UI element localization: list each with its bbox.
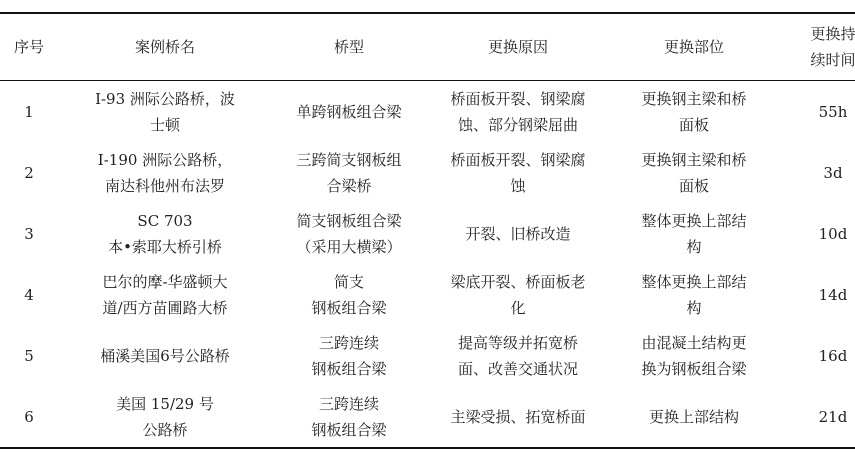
table-row <box>0 386 855 448</box>
cell-replacement-part: 整体更换上部结 构 <box>641 211 747 256</box>
header-bridge-type: 桥型 <box>333 38 364 56</box>
cell-duration: 55h <box>818 102 848 121</box>
table-header-row <box>0 13 855 81</box>
cell-duration: 14d <box>818 285 848 304</box>
bridge-replacement-table <box>0 12 855 449</box>
cell-bridge-name: 美国 15/29 号 公路桥 <box>116 394 214 439</box>
table-row <box>0 203 855 264</box>
header-replacement-part: 更换部位 <box>663 38 724 56</box>
table-row <box>0 142 855 203</box>
cell-replacement-reason: 桥面板开裂、钢梁腐 蚀、部分钢梁屈曲 <box>450 89 586 134</box>
cell-duration: 16d <box>818 346 848 365</box>
table-row <box>0 325 855 386</box>
cell-replacement-reason: 桥面板开裂、钢梁腐 蚀 <box>450 150 586 195</box>
cell-index: 3 <box>24 224 34 243</box>
cell-replacement-reason: 开裂、旧桥改造 <box>465 224 571 243</box>
cell-bridge-type: 单跨钢板组合梁 <box>296 102 402 121</box>
cell-replacement-part: 由混凝土结构更 换为钢板组合梁 <box>641 333 747 378</box>
cell-duration: 21d <box>818 407 848 426</box>
cell-bridge-name: I-93 洲际公路桥，波 士顿 <box>95 89 235 134</box>
cell-replacement-part: 更换钢主梁和桥 面板 <box>641 89 747 134</box>
cell-bridge-type: 三跨连续 钢板组合梁 <box>311 394 387 439</box>
cell-bridge-name: 巴尔的摩-华盛顿大 道/西方苗圃路大桥 <box>102 272 228 317</box>
cell-bridge-type: 简支钢板组合梁 （采用大横梁） <box>296 211 402 256</box>
cell-index: 5 <box>24 346 34 365</box>
cell-replacement-part: 更换上部结构 <box>648 407 739 426</box>
cell-index: 4 <box>24 285 34 304</box>
cell-bridge-name: I-190 洲际公路桥， 南达科他州布法罗 <box>97 150 233 195</box>
cell-index: 1 <box>24 102 34 121</box>
header-index: 序号 <box>13 38 44 56</box>
cell-duration: 10d <box>818 224 848 243</box>
cell-replacement-reason: 梁底开裂、桥面板老 化 <box>450 272 586 317</box>
cell-replacement-part: 更换钢主梁和桥 面板 <box>641 150 747 195</box>
cell-replacement-reason: 主梁受损、拓宽桥面 <box>450 407 586 426</box>
cell-index: 2 <box>24 163 34 182</box>
header-duration: 更换持 续时间 <box>810 25 855 69</box>
cell-index: 6 <box>24 407 34 426</box>
cell-replacement-part: 整体更换上部结 构 <box>641 272 747 317</box>
cell-bridge-name: 桶溪美国6号公路桥 <box>100 346 230 365</box>
cell-duration: 3d <box>823 163 843 182</box>
table-row <box>0 81 855 143</box>
table-row <box>0 264 855 325</box>
cell-bridge-type: 简支 钢板组合梁 <box>311 272 387 317</box>
cell-bridge-type: 三跨简支钢板组 合梁桥 <box>296 150 402 195</box>
header-replacement-reason: 更换原因 <box>487 38 548 56</box>
cell-bridge-type: 三跨连续 钢板组合梁 <box>311 333 387 378</box>
cell-replacement-reason: 提高等级并拓宽桥 面、改善交通状况 <box>457 333 578 378</box>
header-bridge-name: 案例桥名 <box>134 38 195 56</box>
cell-bridge-name: SC 703 本•索耶大桥引桥 <box>108 211 222 256</box>
